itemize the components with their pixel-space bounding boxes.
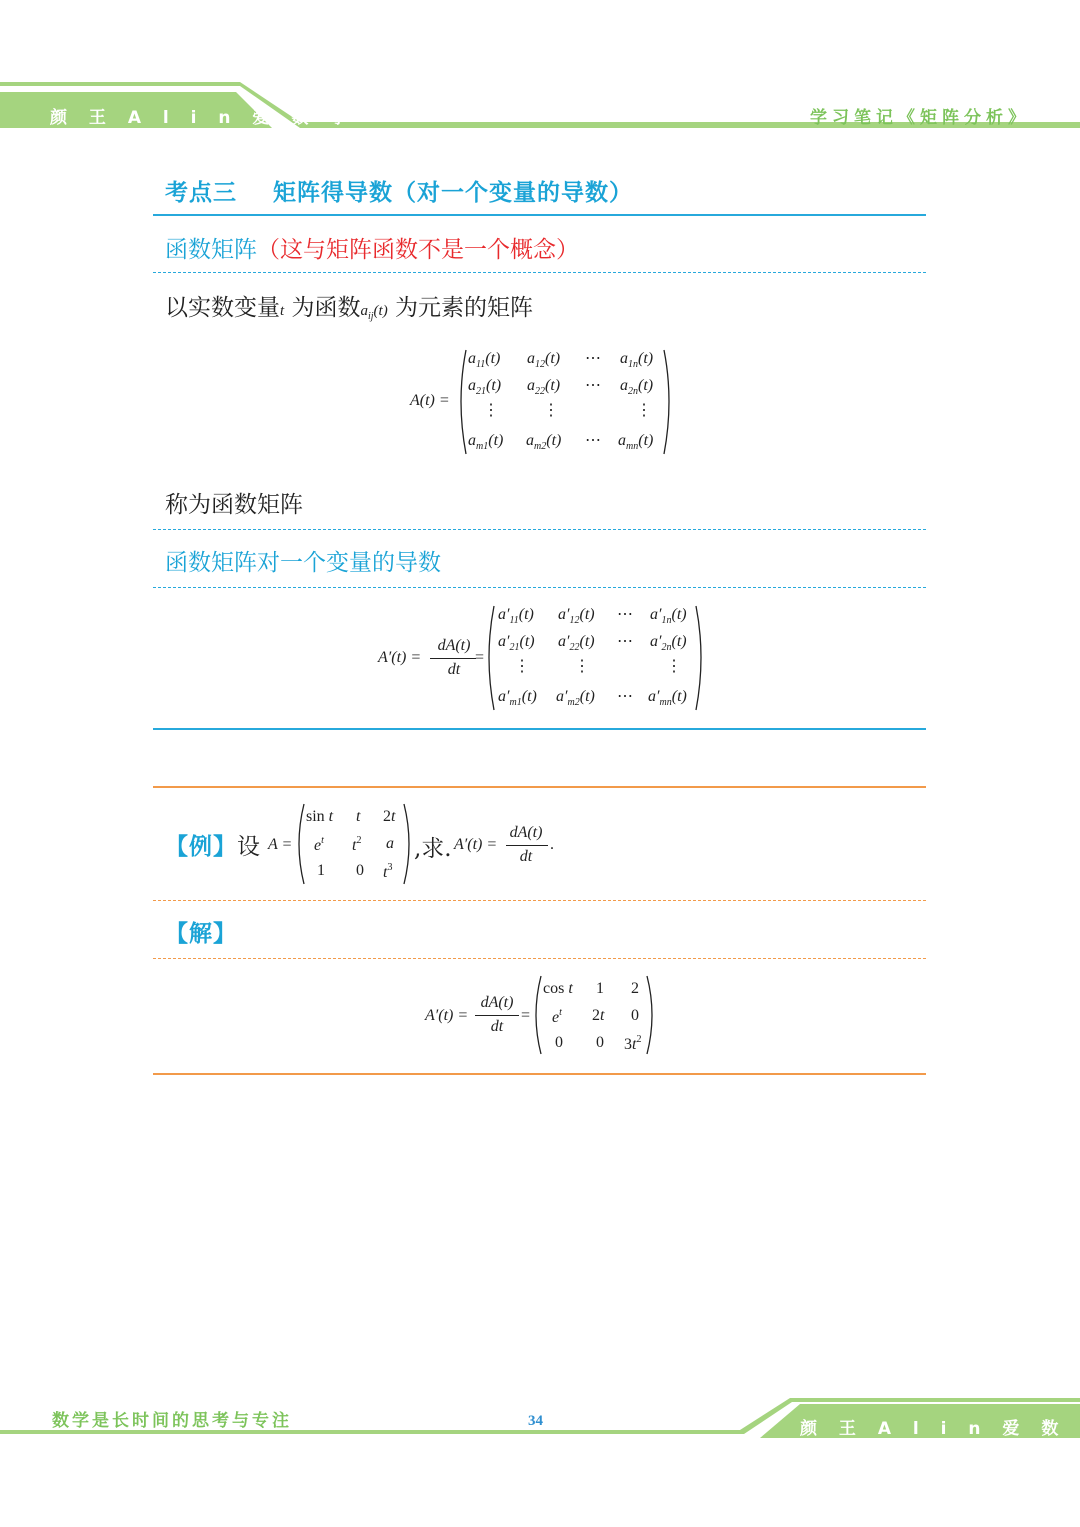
frac-numerator: dA(t) — [480, 994, 514, 1011]
equals-sign: = — [521, 1007, 531, 1024]
section-title: 考点三 矩阵得导数（对一个变量的导数） — [165, 179, 634, 206]
subheading-function-matrix: 函数矩阵（这与矩阵函数不是一个概念） — [165, 237, 579, 263]
matrix-cell: ⋮ — [543, 402, 559, 419]
example-matrix — [268, 800, 568, 890]
matrix-cell: 1 — [596, 980, 604, 997]
matrix-cell: ⋯ — [585, 350, 601, 367]
matrix-cell: $a'_{m1}(t)$ — [498, 688, 537, 708]
matrix-A-of-t — [410, 344, 675, 459]
matrix-cell: $a_{m1}(t)$ — [468, 432, 504, 452]
frac-denominator: dt — [447, 661, 461, 678]
example-ask: ,求. — [414, 836, 452, 862]
header-brand: 颜 王 A l i n 爱 数 学 — [50, 108, 356, 128]
solution-matrix — [425, 972, 665, 1060]
frac-denominator: dt — [490, 1018, 504, 1035]
matrix-cell: ⋮ — [574, 658, 590, 675]
matrix-cell: 0 — [596, 1034, 604, 1051]
solution-lhs: A′(t) = — [425, 1007, 469, 1024]
matrix-cell: cos t — [543, 980, 573, 997]
dashed-rule — [153, 958, 926, 959]
matrix-derivative — [378, 600, 708, 715]
matrix-cell: $t^2$ — [352, 835, 362, 854]
matrix-cell: $a_{11}(t)$ — [468, 350, 501, 370]
matrix-A-lhs: A(t) = — [410, 392, 450, 409]
matrix-cell: $3t^2$ — [624, 1034, 642, 1053]
matrix-cell: $e^t$ — [314, 835, 324, 854]
matrix-cell: $a_{2n}(t)$ — [620, 377, 654, 397]
example-ask-lhs: A′(t) = — [454, 836, 498, 853]
matrix-cell: a — [386, 835, 394, 852]
called-function-matrix: 称为函数矩阵 — [165, 492, 303, 518]
matrix-cell: $t^3$ — [383, 862, 393, 881]
frac-numerator: dA(t) — [437, 637, 471, 654]
derivative-lhs: A′(t) = — [378, 649, 422, 666]
example-lhs: A = — [268, 836, 293, 853]
matrix-cell: t — [356, 808, 361, 825]
matrix-cell: sin t — [306, 808, 334, 825]
matrix-cell: $a'_{1n}(t)$ — [650, 606, 687, 626]
example-end: . — [550, 836, 554, 853]
matrix-cell: $a_{1n}(t)$ — [620, 350, 654, 370]
matrix-cell: 0 — [555, 1034, 563, 1051]
frac-denominator: dt — [519, 848, 533, 865]
solution-label: 【解】 — [165, 920, 237, 947]
fraction-bar — [506, 845, 548, 846]
matrix-cell: ⋮ — [666, 658, 682, 675]
matrix-cell: $a_{21}(t)$ — [468, 377, 502, 397]
matrix-cell: ⋮ — [514, 658, 530, 675]
matrix-cell: $a'_{12}(t)$ — [558, 606, 595, 626]
matrix-cell: $a_{12}(t)$ — [527, 350, 561, 370]
matrix-cell: 1 — [317, 862, 325, 879]
page-number: 34 — [528, 1413, 543, 1429]
matrix-cell: $a'_{m2}(t)$ — [556, 688, 595, 708]
matrix-cell: ⋯ — [617, 606, 633, 623]
matrix-cell: ⋯ — [585, 377, 601, 394]
matrix-cell: 0 — [356, 862, 364, 879]
intro-sentence: 以实数变量t 为函数$a_{ij}(t)$ 为元素的矩阵 — [165, 295, 534, 322]
title-rule — [153, 214, 926, 216]
example-label: 【例】设 — [165, 833, 260, 860]
matrix-cell: 0 — [631, 1007, 639, 1024]
subheading-derivative: 函数矩阵对一个变量的导数 — [165, 550, 441, 576]
dashed-rule — [153, 272, 926, 273]
matrix-cell: $a'_{mn}(t)$ — [648, 688, 687, 708]
footer-brand: 颜 王 A l i n 爱 数 学 — [800, 1419, 1067, 1464]
matrix-cell: $a'_{11}(t)$ — [498, 606, 534, 626]
matrix-cell: 2t — [383, 808, 396, 825]
example-bottom-rule — [153, 1073, 926, 1075]
matrix-cell: ⋮ — [636, 402, 652, 419]
matrix-cell: ⋯ — [585, 432, 601, 449]
header-book-title: 学习笔记《矩阵分析》 — [810, 108, 1030, 128]
matrix-cell: ⋯ — [617, 633, 633, 650]
matrix-cell: ⋯ — [617, 688, 633, 705]
matrix-cell: $a'_{22}(t)$ — [558, 633, 595, 653]
frac-numerator: dA(t) — [509, 824, 543, 841]
matrix-cell: $a_{22}(t)$ — [527, 377, 561, 397]
equals-sign: = — [475, 649, 485, 666]
matrix-cell: 2 — [631, 980, 639, 997]
matrix-cell: ⋮ — [483, 402, 499, 419]
dashed-rule — [153, 529, 926, 530]
matrix-cell: $a'_{21}(t)$ — [498, 633, 535, 653]
matrix-cell: $a_{mn}(t)$ — [618, 432, 654, 452]
dashed-rule — [153, 587, 926, 588]
matrix-cell: 2t — [592, 1007, 605, 1024]
section-end-rule — [153, 728, 926, 730]
example-top-rule — [153, 786, 926, 788]
footer-motto: 数学是长时间的思考与专注 — [52, 1411, 292, 1431]
matrix-cell: $a'_{2n}(t)$ — [650, 633, 687, 653]
matrix-cell: $e^t$ — [552, 1007, 562, 1026]
dashed-rule — [153, 900, 926, 901]
matrix-cell: $a_{m2}(t)$ — [526, 432, 562, 452]
